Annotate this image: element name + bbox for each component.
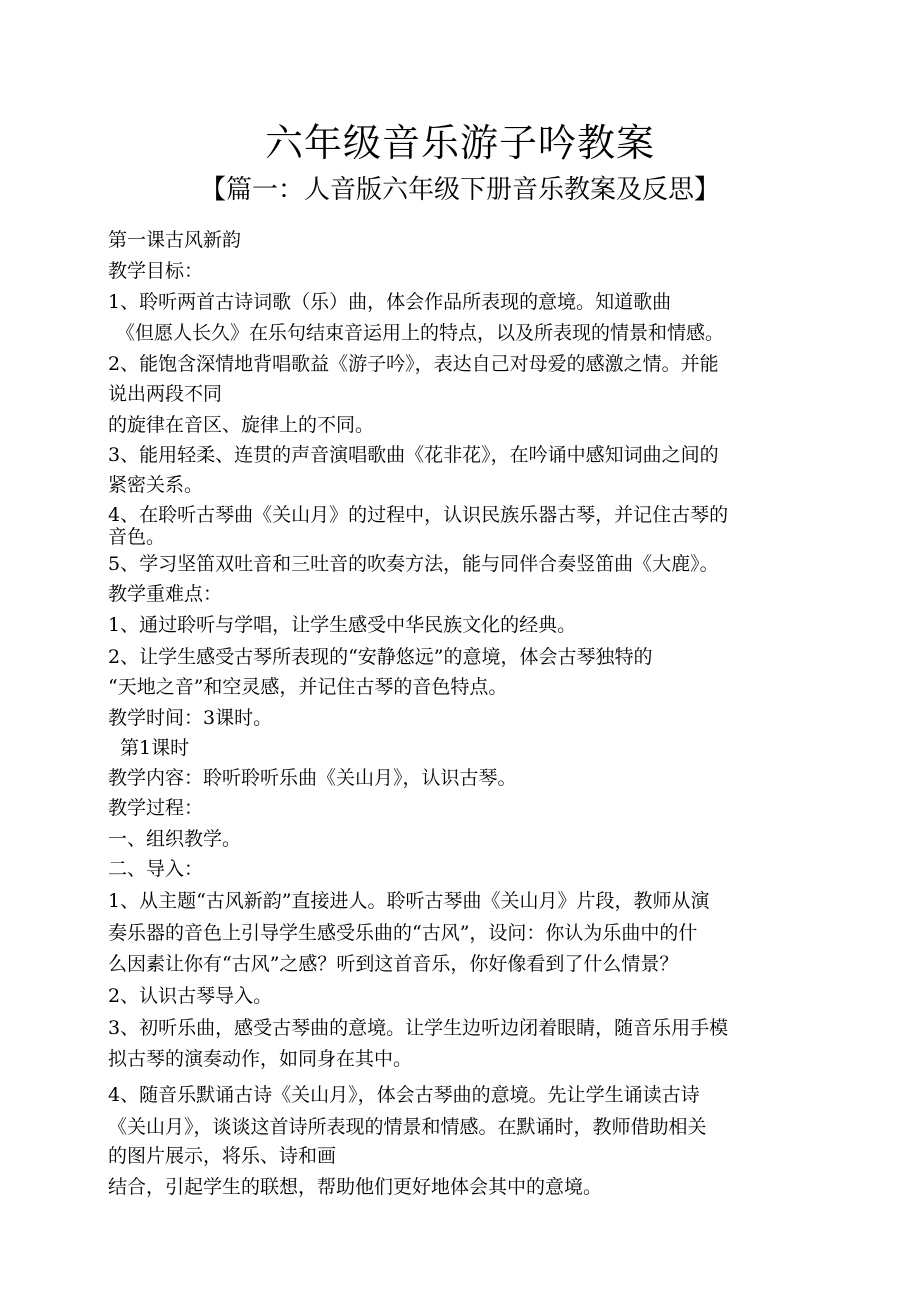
body-line: 1、通过聆听与学唱，让学生感受中华民族文化的经典。 [108,614,577,636]
body-line: 么因素让你有“古风”之感？听到这首音乐，你好像看到了什么情景？ [108,953,679,975]
body-line: 2、让学生感受古琴所表现的“安静悠远”的意境，体会古琴独特的 [108,646,653,668]
body-line: 教学过程： [108,797,204,819]
body-line: 音色。 [108,526,166,548]
body-line: 4、随音乐默诵古诗《关山月》，体会古琴曲的意境。先让学生诵读古诗 [108,1084,700,1106]
body-line: 拟古琴的演奏动作，如同身在其中。 [108,1048,413,1070]
body-line: 紧密关系。 [108,474,204,496]
body-line: 教学目标： [108,260,204,282]
body-line: 一、组织教学。 [108,828,242,850]
document-title: 六年级音乐游子吟教案 [264,121,655,165]
body-line: 说出两段不同 [108,383,223,405]
body-line: 教学时间：3课时。 [108,707,273,729]
body-line: 《关山月》，谈谈这首诗所表现的情景和情感。在默诵时，教师借助相关 [108,1116,707,1138]
body-line: 3、能用轻柔、连贯的声音演唱歌曲《花非花》，在吟诵中感知词曲之间的 [108,444,719,466]
body-line: 《但愿人长久》在乐句结束音运用上的特点，以及所表现的情景和情感。 [116,322,725,344]
body-line: 1、聆听两首古诗词歌（乐）曲，体会作品所表现的意境。知道歌曲 [108,291,672,313]
body-line: 4、在聆听古琴曲《关山月》的过程中，认识民族乐器古琴，并记住古琴的 [108,504,729,526]
body-line: 结合，引起学生的联想，帮助他们更好地体会其中的意境。 [108,1176,603,1198]
body-line: 2、认识古琴导入。 [108,985,273,1007]
lesson-heading: 第1课时 [120,737,190,759]
body-line: 的图片展示，将乐、诗和画 [108,1145,337,1167]
body-line: 5、学习坚笛双吐音和三吐音的吹奏方法，能与同伴合奏竖笛曲《大鹿》。 [108,553,719,575]
body-line: 二、导入： [108,858,204,880]
body-line: 教学重难点： [108,583,223,605]
body-line: “天地之音”和空灵感，并记住古琴的音色特点。 [108,676,508,698]
body-line: 的旋律在音区、旋律上的不同。 [108,414,375,436]
document-subtitle: 【篇一：人音版六年级下册音乐教案及反思】 [199,175,720,205]
body-line: 1、从主题“古风新韵”直接进人。聆听古琴曲《关山月》片段，教师从演 [108,890,710,912]
body-line: 教学内容：聆听聆听乐曲《关山月》，认识古琴。 [108,767,517,789]
section-heading: 第一课古风新韵 [108,229,242,251]
body-line: 3、初听乐曲，感受古琴曲的意境。让学生边听边闭着眼睛，随音乐用手模 [108,1017,729,1039]
body-line: 2、能饱含深情地背唱歌益《游子吟》，表达自己对母爱的感激之情。并能 [108,353,719,375]
body-line: 奏乐器的音色上引导学生感受乐曲的“古风”，设问：你认为乐曲中的什 [108,922,698,944]
